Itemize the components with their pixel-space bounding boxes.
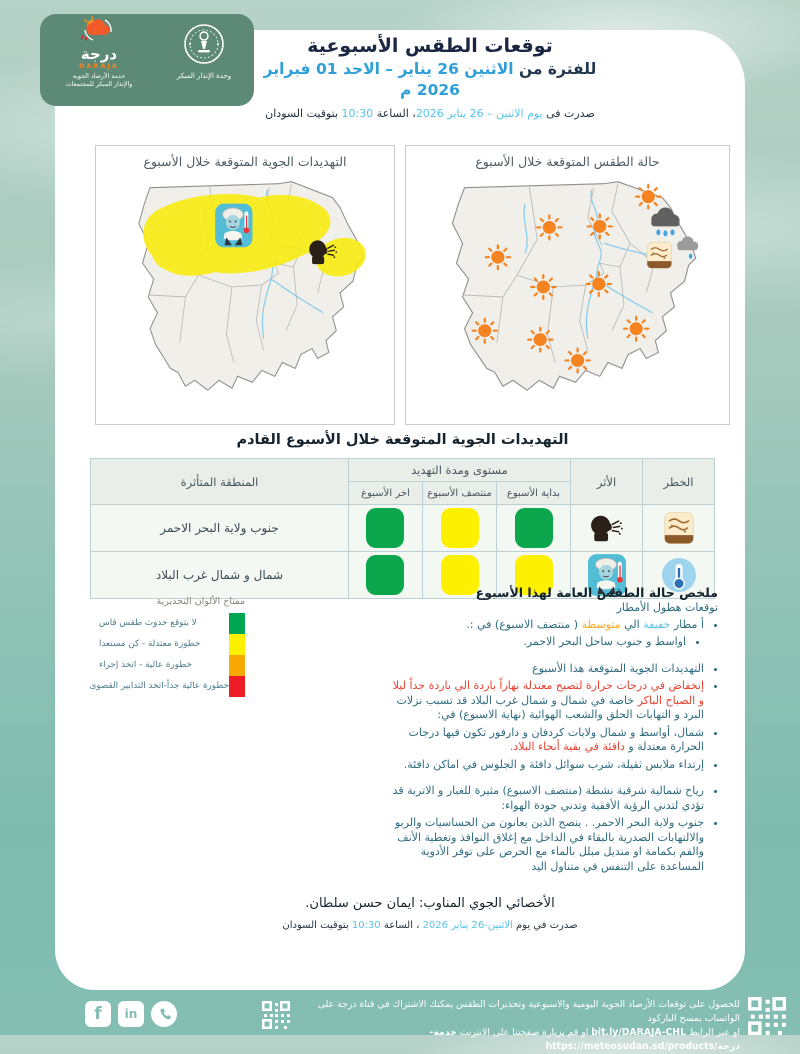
- weather-summary: [388, 584, 718, 877]
- col-header-region: المنطقة المتأثرة: [91, 459, 349, 505]
- col-header-week-mid: منتصف الأسبوع: [423, 482, 497, 505]
- threat-level-chip: [366, 508, 404, 548]
- sun-icon: [531, 275, 555, 299]
- forecast-period-line: للفترة من الاثنين 26 يناير – الاحد 01 فبراير: [263, 60, 597, 78]
- legend-swatch-green: [229, 613, 245, 634]
- social-icons: [85, 1001, 177, 1027]
- col-header-week-start: بداية الأسبوع: [497, 482, 571, 505]
- whatsapp-icon[interactable]: [151, 1001, 177, 1027]
- forecaster-signature: الأخصائي الجوي المناوب: ايمان حسن سلطان.: [305, 896, 555, 911]
- daraja-tagline-2: والإنذار المبكر للمجتمعات: [65, 81, 133, 88]
- threats-section-title: التهديدات الجوية المتوقعة خلال الأسبوع القادم: [236, 432, 569, 448]
- legend-label: خطورة معتدلة - كن مستعدا: [99, 639, 201, 649]
- affected-region: شمال و شمال غرب البلاد: [91, 552, 349, 599]
- summary-bullet: • رياح شمالية شرقية نشطة (منتصف الاسبوع) مثيرة للغبار و الاتربة قد تؤدي لتدني الرؤية الأفقية وتدني جودة الهواء:: [388, 784, 704, 813]
- forecast-period-year: 2026 م: [400, 81, 460, 99]
- threat-level-chip: [515, 508, 553, 548]
- summary-bullet-list: [388, 618, 718, 875]
- footer-line2: او عبر الرابط bit.ly/DARAJA-CHL او قم بزيارة صفحتنا على الانترنت خدمة-درجة/https://meteosudan.sd/products: [429, 1027, 740, 1052]
- table-row-dust: [91, 505, 715, 552]
- col-header-level-group: مستوى ومدة التهديد: [348, 459, 570, 482]
- threats-map-title: التهديدات الجوية المتوقعة خلال الأسبوع: [143, 154, 347, 169]
- footer-line1: للحصول على توقعات الأرصاد الجوية اليومية والاسبوعية وتحذيرات الطقس يمكنك الاشتراك في قناة درجة على الواتساب بمسح الباركود: [317, 999, 740, 1024]
- daraja-name: درجة: [80, 45, 118, 63]
- summary-subheading: توقعات هطول الأمطار: [616, 601, 718, 614]
- qr-code-icon: [262, 1001, 290, 1029]
- page-title: توقعات الطقس الأسبوعية: [307, 35, 553, 57]
- sun-icon: [473, 319, 497, 343]
- legend-label: لا يتوقع حدوث طقس قاس: [99, 618, 197, 628]
- summary-bullet: • اواسط و جنوب ساحل البحر الاحمر.: [388, 635, 686, 650]
- col-header-week-end: اخر الأسبوغ: [348, 482, 422, 505]
- summary-bullet: • التهديدات الجوية المتوقعة هذا الأسبوع: [388, 662, 704, 677]
- legend-swatch-orange: [229, 655, 245, 676]
- daraja-logo: [48, 16, 150, 89]
- sun-icon: [587, 272, 611, 296]
- sneezing-head-icon: [590, 513, 624, 543]
- issued-line-bottom: صدرت في يوم الاثنين-26 يناير 2026 ، الساعة 10:30 بتوقيت السودان: [282, 920, 578, 931]
- summary-bullet: • شمال، أواسط و شمال ولايات كردفان و دارفور تكون فيها درجات الحرارة معتدلة و دافئة في بقية أنحاء البلاد.: [388, 726, 704, 755]
- daraja-tagline-1: خدمة الأرصاد الجوية: [72, 73, 126, 80]
- dust-storm-icon: [660, 509, 698, 547]
- daraja-cloud-icon: [77, 16, 121, 42]
- weather-map-panel: [405, 145, 730, 425]
- weather-map: [406, 146, 729, 424]
- qr-code-icon: [748, 997, 786, 1035]
- summary-bullet: • إنخفاض في درجات حرارة لتصبح معتدلة نهاراً باردة الي باردة جداً ليلا و الصباح الباكر خاصة في شمال و شمال غرب البلاد قد تسبب نزلات البرد و التهابات الحلق والشعب الهوائية (نهاية الاسبوع) في:: [388, 679, 704, 723]
- summary-bullet: • جنوب ولاية البحر الاحمر. . ينصح الذين يعانون من الحساسيات والربو والالتهابات الصدرية بالبقاء في الداخل مع إغلاق النوافذ وتغطية الأنف والفم بكمامة او منديل مبلل بالماء مع الحرص على توفر الأدوية المساعدة على التنفس في متناول اليد: [388, 816, 704, 874]
- dust-storm-icon: [647, 242, 671, 268]
- col-header-hazard: الخطر: [643, 459, 715, 505]
- sun-icon: [624, 317, 648, 341]
- legend-item: [95, 655, 245, 676]
- legend-title: مفتاح الألوان التحذيرية: [156, 596, 245, 607]
- sun-icon: [588, 215, 612, 239]
- early-warning-unit-label: وحدة الإنذار المبكر: [176, 72, 232, 80]
- legend-item: [95, 613, 245, 634]
- legend-label: خطورة عالية جدأ-اتخذ التدابير القصوى: [89, 681, 229, 691]
- summary-heading: ملخص حالة الطقس العامة لهذا الأسبوع: [475, 585, 718, 600]
- sun-icon: [636, 185, 660, 209]
- linkedin-icon[interactable]: in: [118, 1001, 144, 1027]
- legend-swatch-red: [229, 676, 245, 697]
- sun-icon: [486, 245, 510, 269]
- sun-icon: [528, 328, 552, 352]
- threats-table: [90, 458, 715, 599]
- daraja-latin-name: DARAJA: [79, 62, 119, 70]
- cold-person-icon: [215, 204, 252, 248]
- header: [150, 34, 710, 122]
- threats-map-panel: [95, 145, 395, 425]
- summary-bullet: • إرتداء ملابس ثقيلة، شرب سوائل دافئة و الجلوس في اماكن دافئة.: [388, 758, 704, 773]
- warning-color-legend: [89, 596, 245, 697]
- footer-text: [300, 998, 740, 1054]
- affected-region: جنوب ولاية البحر الاحمر: [91, 505, 349, 552]
- summary-bullet: • أ مطار خفيفة الي متوسطة ( منتصف الاسبوع) في :.: [388, 618, 704, 633]
- weather-map-title: حالة الطقس المتوقعة خلال الأسبوع: [475, 154, 660, 169]
- sun-icon: [565, 349, 589, 373]
- threat-level-chip: [441, 508, 479, 548]
- sun-icon: [537, 216, 561, 240]
- legend-item: [95, 634, 245, 655]
- legend-label: خطورة عالية - اتخذ إجراء: [99, 660, 192, 670]
- col-header-impact: الأثر: [571, 459, 643, 505]
- facebook-icon[interactable]: f: [85, 1001, 111, 1027]
- legend-swatch-yellow: [229, 634, 245, 655]
- legend-item: [89, 676, 245, 697]
- issued-line: صدرت فى يوم الاثنين – 26 يناير 2026، الساعة 10:30 بتوقيت السودان: [265, 107, 595, 120]
- threats-map: [96, 146, 394, 424]
